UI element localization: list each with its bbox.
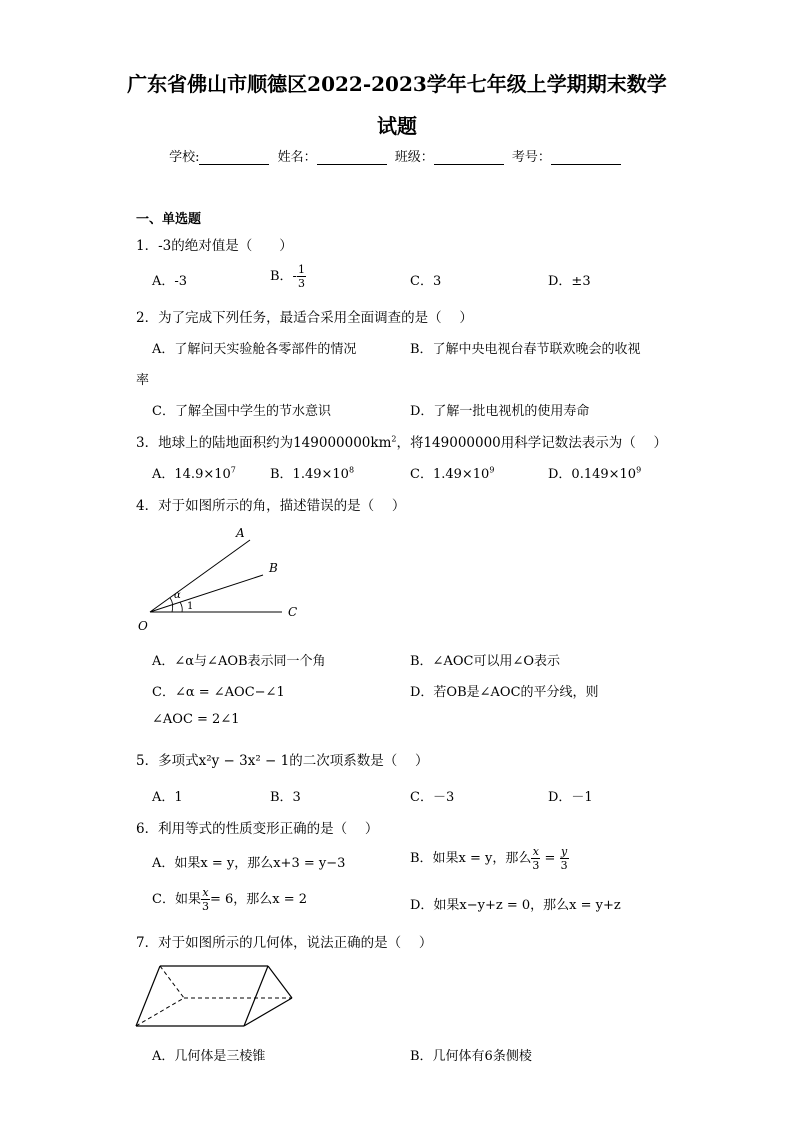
page-title-line2: 试题 [377, 114, 417, 138]
q6-b-prefix: B．如果x = y，那么 [410, 851, 532, 866]
q6-stem: 6．利用等式的性质变形正确的是（ ） [136, 821, 379, 837]
label-o: O [138, 619, 148, 633]
q1-option-b-prefix: B．- [270, 269, 297, 284]
q6-option-b [410, 845, 569, 872]
q6-c-fraction [201, 886, 210, 913]
prism-edge-right-bottom [244, 998, 292, 1026]
q3-stem-sup: 2 [391, 434, 397, 444]
q3-stem-part2: ，将149000000用科学记数法表示为（ ） [396, 435, 668, 451]
ray-oa [150, 540, 250, 612]
q6-b-fraction-y [560, 845, 569, 872]
q5-option-d: D．－1 [548, 790, 593, 805]
q4-option-d: D．若OB是∠AOC的平分线，则 [410, 685, 599, 700]
q3-option-b [270, 463, 354, 482]
q3-d-sup: 9 [636, 465, 642, 475]
class-blank[interactable] [434, 150, 504, 165]
q5-stem: 5．多项式x²y − 3x² − 1的二次项系数是（ ） [136, 753, 429, 769]
q5-option-a: A．1 [152, 790, 183, 805]
prism-hidden-edge-3 [136, 998, 184, 1026]
q3-stem-part1: 3．地球上的陆地面积约为149000000km [136, 435, 392, 451]
q4-option-c: C．∠α = ∠AOC−∠1 [152, 685, 285, 700]
prism-hidden-edge-1 [160, 966, 184, 998]
q2-option-a: A．了解问天实验舱各零部件的情况 [152, 342, 357, 357]
q2-stem: 2．为了完成下列任务，最适合采用全面调查的是（ ） [136, 310, 473, 326]
q1-option-b [270, 263, 306, 290]
q6-b-fx-den: 3 [532, 859, 540, 872]
q1-option-b-fraction [297, 263, 306, 290]
page-title-line1: 广东省佛山市顺德区2022-2023学年七年级上学期期末数学 [127, 72, 667, 96]
q2-option-d: D．了解一批电视机的使用寿命 [410, 404, 590, 419]
q3-c-sup: 9 [489, 465, 495, 475]
label-alpha: α [174, 590, 181, 601]
q3-b-sup: 8 [348, 465, 355, 475]
q3-option-d [548, 463, 641, 482]
q2-option-b: B．了解中央电视台春节联欢晚会的收视 [410, 342, 641, 357]
q7-prism-figure [130, 958, 300, 1033]
q3-option-a [152, 463, 236, 482]
label-one: 1 [187, 601, 194, 612]
q1-b-numerator: 1 [297, 263, 305, 276]
q6-option-a: A．如果x = y，那么x+3 = y−3 [152, 856, 346, 871]
q1-option-c: C．3 [410, 274, 442, 289]
q3-option-c [410, 463, 494, 482]
q4-option-b: B．∠AOC可以用∠O表示 [410, 654, 560, 669]
q6-option-c [152, 886, 307, 913]
q6-b-fx-num: x [532, 845, 539, 858]
q4-option-a: A．∠α与∠AOB表示同一个角 [152, 654, 326, 669]
ray-ob [150, 575, 263, 612]
q1-option-a: A．-3 [152, 274, 188, 289]
q7-stem: 7．对于如图所示的几何体，说法正确的是（ ） [136, 935, 433, 951]
q6-c-f-num: x [202, 886, 209, 899]
q1-option-d: D．±3 [548, 274, 591, 289]
number-blank[interactable] [551, 150, 621, 165]
q3-a-text: A．14.9×10 [152, 467, 231, 482]
prism-edge-right-front [244, 966, 268, 1026]
q2-option-c: C．了解全国中学生的节水意识 [152, 404, 331, 419]
prism-edge-right-back [268, 966, 292, 998]
q2-option-b-cont: 率 [136, 373, 150, 388]
angle-arc-1 [180, 602, 182, 612]
label-b: B [269, 561, 278, 575]
q6-c-f-den: 3 [201, 900, 209, 913]
label-a: A [236, 526, 245, 540]
q4-stem: 4．对于如图所示的角，描述错误的是（ ） [136, 498, 406, 514]
q3-b-text: B．1.49×10 [270, 467, 349, 482]
q5-option-b: B．3 [270, 790, 301, 805]
q3-a-sup: 7 [230, 465, 236, 475]
q1-b-denominator: 3 [297, 277, 305, 290]
q6-b-eq: = [544, 851, 556, 866]
number-label: 考号： [511, 150, 551, 165]
school-label: 学校: [169, 150, 200, 165]
school-blank[interactable] [199, 150, 269, 165]
q7-option-a: A．几何体是三棱锥 [152, 1049, 266, 1064]
name-label: 姓名： [277, 150, 317, 165]
q6-c-suffix: = 6，那么x = 2 [209, 892, 308, 907]
q3-d-text: D．0.149×10 [548, 467, 637, 482]
q1-stem: 1．-3的绝对值是（ ） [136, 238, 293, 254]
q5-option-c: C．－3 [410, 790, 455, 805]
label-c: C [288, 605, 298, 619]
class-label: 班级： [394, 150, 434, 165]
section-heading: 一、单选题 [136, 212, 202, 227]
q4-angle-figure [130, 520, 320, 635]
student-info-line [0, 146, 794, 165]
name-blank[interactable] [317, 150, 387, 165]
q7-option-b: B．几何体有6条侧棱 [410, 1049, 532, 1064]
q4-option-d-cont: ∠AOC = 2∠1 [152, 712, 240, 727]
q6-b-fy-num: y [560, 845, 568, 858]
q6-b-fy-den: 3 [560, 859, 568, 872]
q6-option-d: D．如果x−y+z = 0，那么x = y+z [410, 898, 621, 913]
q3-stem [136, 431, 667, 451]
prism-edge-left-front [136, 966, 160, 1026]
q6-b-fraction-x [531, 845, 540, 872]
q6-c-prefix: C．如果 [152, 892, 201, 907]
q3-c-text: C．1.49×10 [410, 467, 490, 482]
